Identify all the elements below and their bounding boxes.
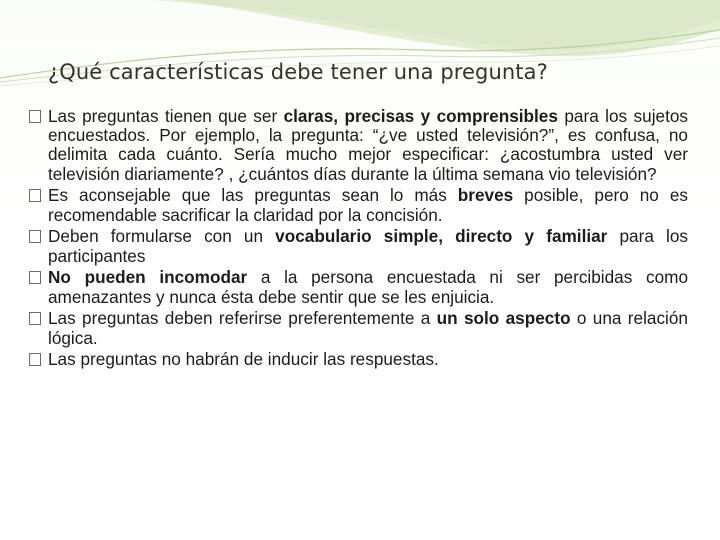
checkbox-square-icon <box>29 271 41 284</box>
checkbox-square-icon <box>29 230 41 243</box>
bullet-item: Deben formularse con un vocabulario simple, directo y familiar para los participantes <box>28 227 688 265</box>
bullet-item: Es aconsejable que las preguntas sean lo más breves posible, pero no es recomendable sacrificar la claridad por la concisión. <box>28 186 688 224</box>
checkbox-square-icon <box>29 312 41 325</box>
slide-title: ¿Qué características debe tener una pregunta? <box>48 60 548 84</box>
bullet-item: No pueden incomodar a la persona encuestada ni ser percibidas como amenazantes y nunca ésta debe sentir que se les enjuicia. <box>28 268 688 306</box>
bullet-item: Las preguntas deben referirse preferentemente a un solo aspecto o una relación lógica. <box>28 309 688 347</box>
header-wave-decoration <box>0 0 720 100</box>
checkbox-square-icon <box>29 189 41 202</box>
bullet-item: Las preguntas tienen que ser claras, precisas y comprensibles para los sujetos encuestados. Por ejemplo, la pregunta: “¿ve usted televisión?”, es confusa, no delimita cada cuánto. Sería mucho mejor especificar: ¿acostumbra usted ver televisión diariamente? , ¿cuántos días durante la última semana vio televisión? <box>28 107 688 184</box>
bullet-list <box>28 107 688 372</box>
checkbox-square-icon <box>29 110 41 123</box>
checkbox-square-icon <box>29 353 41 366</box>
bullet-item: Las preguntas no habrán de inducir las respuestas. <box>28 350 688 369</box>
